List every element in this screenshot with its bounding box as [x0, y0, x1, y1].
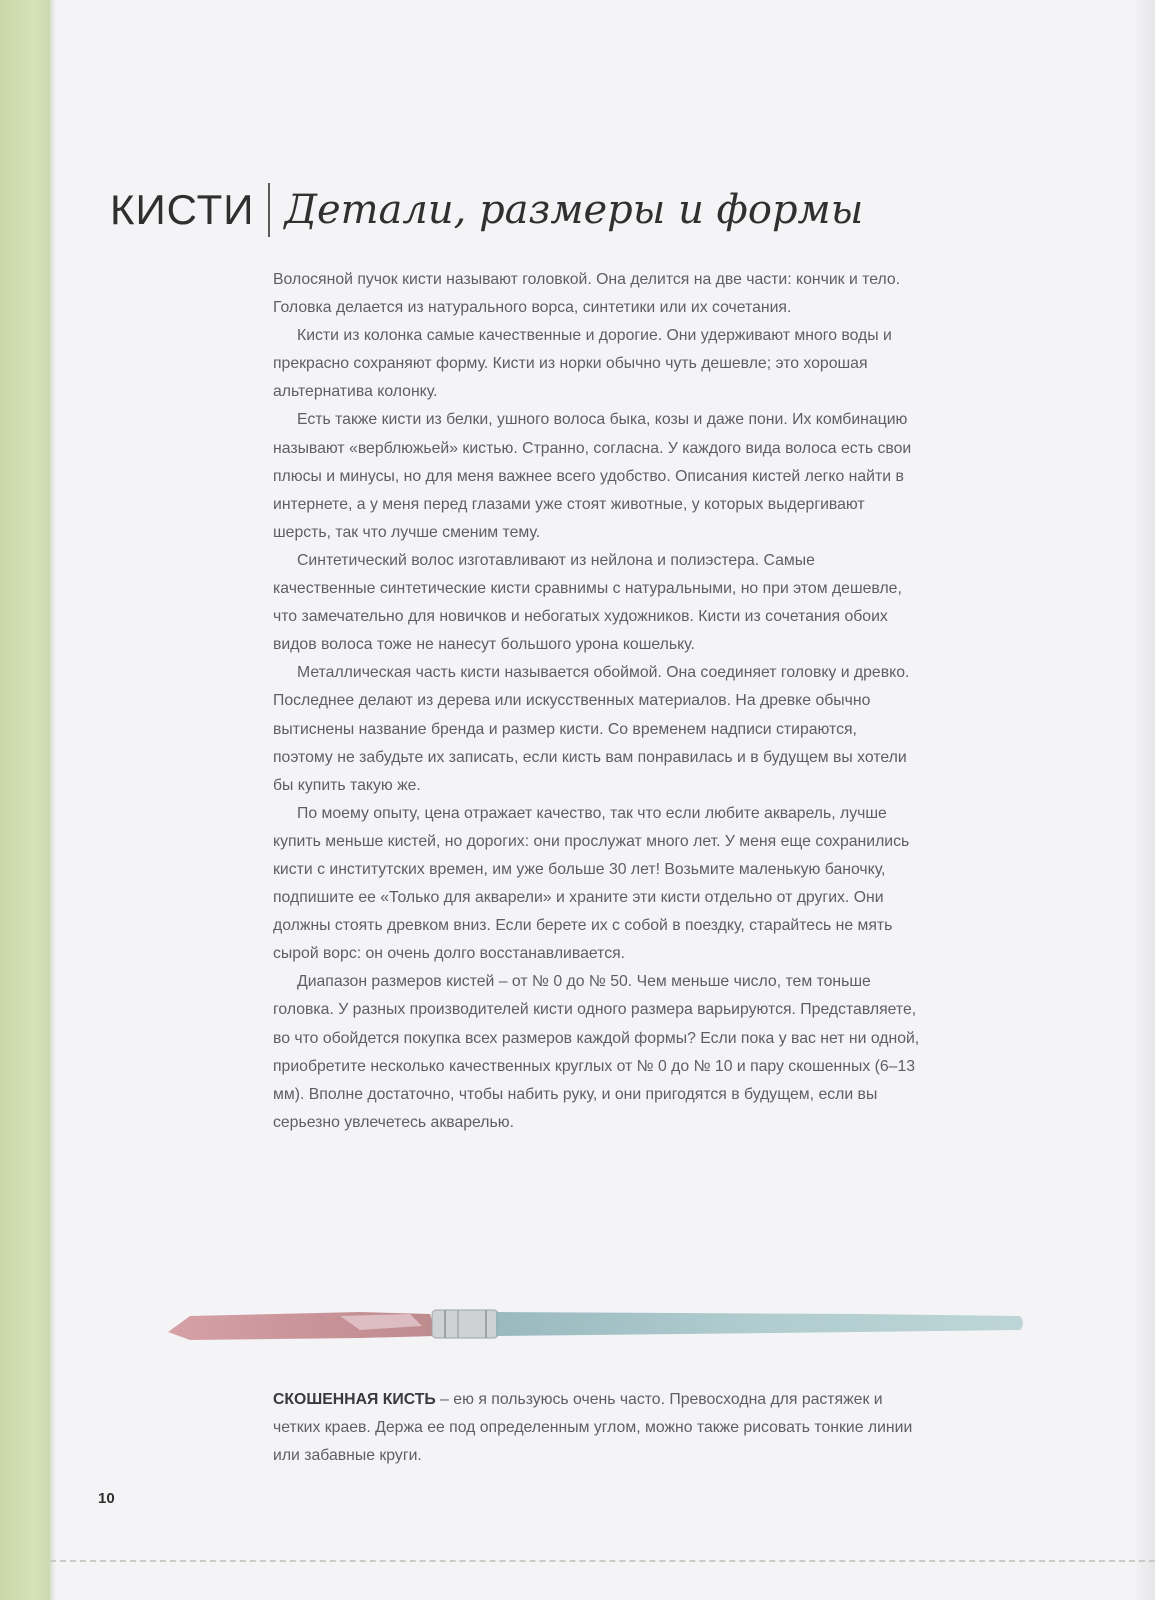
heading-divider [268, 183, 270, 237]
heading-title: КИСТИ [110, 186, 255, 233]
paragraph: Синтетический волос изготавливают из нейлона и полиэстера. Самые качественные синтетические кисти сравнимы с натуральными, но при этом дешевле, что замечательно для новичков и небогатых художников. Кисти из сочетания обоих видов волоса тоже не нанесут большого урона кошельку. [273, 551, 902, 654]
caption-text: – ею я пользуюсь очень часто. Превосходна для растяжек и четких краев. Держа ее под определенным углом, можно также рисовать тонкие линии или забавные круги. [273, 1391, 913, 1465]
angled-brush-illustration [160, 1296, 1030, 1356]
paragraph: Волосяной пучок кисти называют головкой. Она делится на две части: кончик и тело. Головка делается из натурального ворса, синтетики или их сочетания. [273, 271, 901, 317]
heading-subtitle: Детали, размеры и формы [284, 187, 864, 233]
page-number: 10 [98, 1490, 115, 1507]
brush-caption [273, 1386, 921, 1470]
paragraph: Диапазон размеров кистей – от № 0 до № 50. Чем меньше число, тем тоньше головка. У разных производителей кисти одного размера варьируются. Представляете, во что обойдется покупка всех размеров каждой формы? Если пока у вас нет ни одной, приобретите несколько качественных круглых от № 0 до № 10 и пару скошенных (6–13 мм). Вполне достаточно, чтобы набить руку, и они пригодятся в будущем, если вы серьезно увлечетесь акварелью. [273, 973, 920, 1131]
caption-term: СКОШЕННАЯ КИСТЬ [273, 1391, 436, 1408]
paragraph: По моему опыту, цена отражает качество, так что если любите акварель, лучше купить меньше кистей, но дорогих: они прослужат много лет. У меня еще сохранились кисти с институтских времен, им уже больше 30 лет! Возьмите маленькую баночку, подпишите ее «Только для акварели» и храните эти кисти отдельно от других. Они должны стоять древком вниз. Если берете их с собой в поездку, старайтесь не мять сырой ворс: он очень долго восстанавливается. [273, 804, 910, 963]
paragraph: Кисти из колонка самые качественные и дорогие. Они удерживают много воды и прекрасно сохраняют форму. Кисти из норки обычно чуть дешевле; это хорошая альтернатива колонку. [273, 327, 892, 401]
brush-handle [496, 1312, 1023, 1336]
body-text [273, 266, 921, 1137]
bottom-stitch-line [50, 1560, 1155, 1562]
paragraph: Металлическая часть кисти называется обоймой. Она соединяет головку и древко. Последнее делают из дерева или искусственных материалов. На древке обычно вытиснены название бренда и размер кисти. Со временем надписи стираются, поэтому не забудьте их записать, если кисть вам понравилась и в будущем вы хотели бы купить такую же. [273, 664, 910, 794]
brush-ferrule [432, 1310, 498, 1338]
page-heading [110, 170, 863, 250]
spine-shadow [50, 0, 56, 1600]
paragraph: Есть также кисти из белки, ушного волоса быка, козы и даже пони. Их комбинацию называют «верблюжьей» кистью. Странно, согласна. У каждого вида волоса есть свои плюсы и минусы, но для меня важнее всего удобство. Описания кистей легко найти в интернете, а у меня перед глазами уже стоят животные, у которых выдергивают шерсть, так что лучше сменим тему. [273, 411, 912, 541]
book-spine-strip [0, 0, 50, 1600]
page-edge-shadow [1133, 0, 1155, 1600]
